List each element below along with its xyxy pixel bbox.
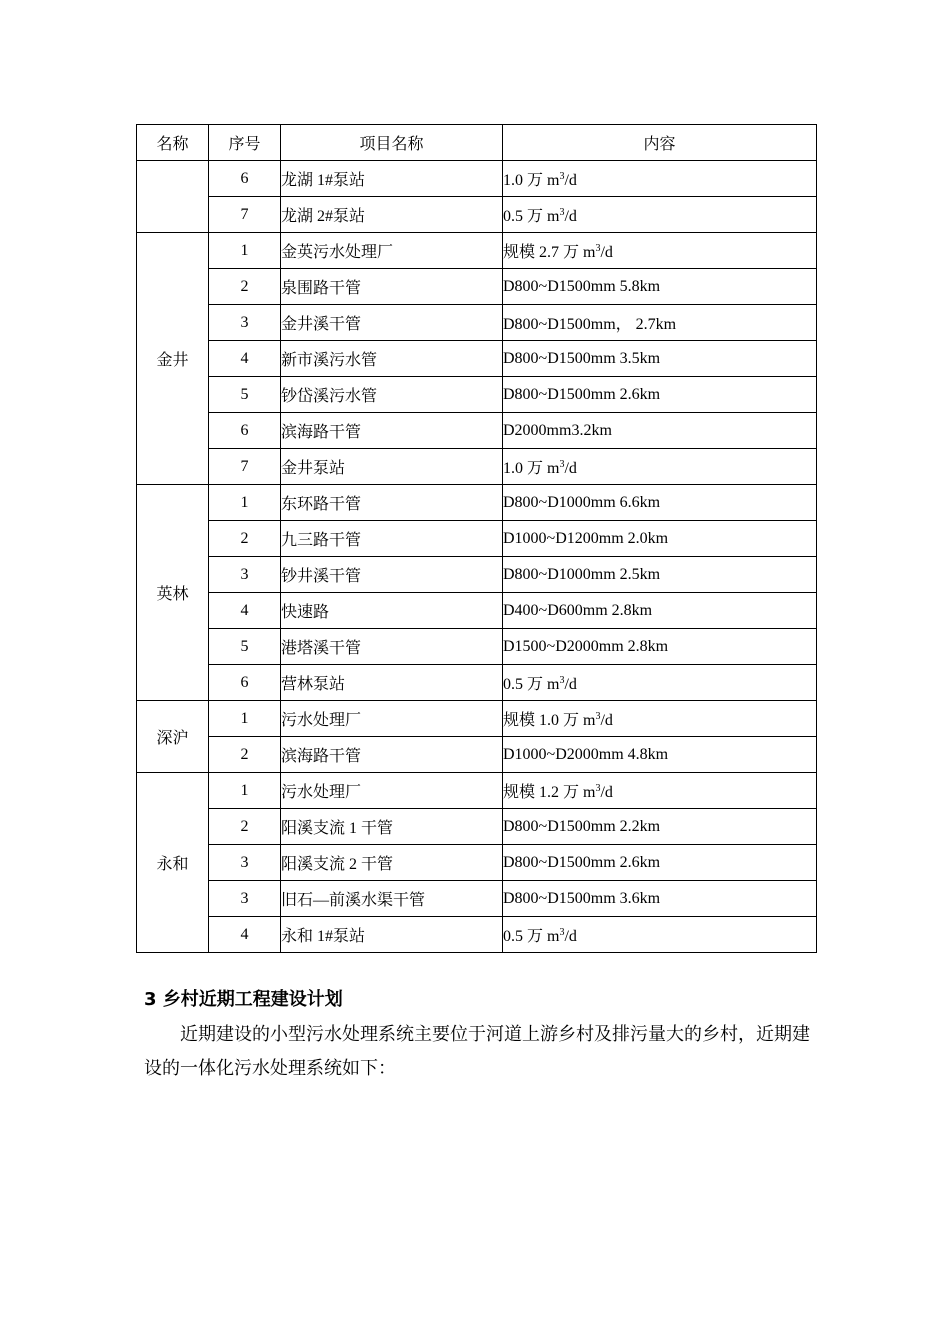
content-cell xyxy=(503,773,817,809)
content-cell xyxy=(503,485,817,521)
content-cell xyxy=(503,701,817,737)
table-row xyxy=(137,521,817,557)
content-cell xyxy=(503,377,817,413)
number-cell: 4 xyxy=(209,917,281,953)
content-superscript: 3 xyxy=(559,171,565,182)
content-cell xyxy=(503,593,817,629)
project-name-cell: 钞井溪干管 xyxy=(281,557,503,593)
table-row xyxy=(137,737,817,773)
number-cell: 5 xyxy=(209,377,281,413)
project-name-cell: 金英污水处理厂 xyxy=(281,233,503,269)
group-name-cell: 英林 xyxy=(137,485,209,701)
content-cell xyxy=(503,845,817,881)
content-cell xyxy=(503,233,817,269)
content-text: D800~D1500mm 3.5km xyxy=(503,349,661,367)
content-superscript: 3 xyxy=(559,675,565,686)
table-row xyxy=(137,485,817,521)
section-heading: 3 乡村近期工程建设计划 xyxy=(144,989,343,1010)
content-text: D800~D1500mm 2.6km xyxy=(503,853,661,871)
number-cell: 2 xyxy=(209,521,281,557)
content-cell xyxy=(503,521,817,557)
project-name-cell: 龙湖 1#泵站 xyxy=(281,161,503,197)
content-unit-suffix: /d xyxy=(564,928,577,945)
content-cell xyxy=(503,557,817,593)
project-name-cell: 滨海路干管 xyxy=(281,413,503,449)
table-row xyxy=(137,233,817,269)
content-cell xyxy=(503,881,817,917)
number-cell: 3 xyxy=(209,557,281,593)
table-row xyxy=(137,917,817,953)
project-name-cell: 阳溪支流 2 干管 xyxy=(281,845,503,881)
content-cell xyxy=(503,665,817,701)
project-name-cell: 泉围路干管 xyxy=(281,269,503,305)
table-row xyxy=(137,413,817,449)
number-cell: 7 xyxy=(209,449,281,485)
project-name-cell: 污水处理厂 xyxy=(281,773,503,809)
content-cell xyxy=(503,629,817,665)
content-text: 0.5 万 m xyxy=(503,208,560,225)
header-number: 序号 xyxy=(209,125,281,161)
content-superscript: 3 xyxy=(595,783,601,794)
group-name-cell xyxy=(137,161,209,233)
table-row xyxy=(137,269,817,305)
content-text: D2000mm3.2km xyxy=(503,421,612,439)
group-name-cell: 深沪 xyxy=(137,701,209,773)
table-row xyxy=(137,593,817,629)
content-superscript: 3 xyxy=(595,243,601,254)
table-row xyxy=(137,845,817,881)
section-paragraph: 近期建设的小型污水处理系统主要位于河道上游乡村及排污量大的乡村，近期建设的一体化污水处理系统如下： xyxy=(144,1024,810,1079)
content-text: D800~D1500mm， 2.7km xyxy=(503,316,677,333)
number-cell: 6 xyxy=(209,161,281,197)
content-cell xyxy=(503,737,817,773)
table-header-row xyxy=(137,125,817,161)
content-unit-suffix: /d xyxy=(564,460,577,477)
table-body xyxy=(137,161,817,953)
number-cell: 7 xyxy=(209,197,281,233)
header-project-name: 项目名称 xyxy=(281,125,503,161)
header-name: 名称 xyxy=(137,125,209,161)
content-text: 1.0 万 m xyxy=(503,172,560,189)
group-name-cell: 永和 xyxy=(137,773,209,953)
content-text: D1000~D2000mm 4.8km xyxy=(503,745,669,763)
content-text: 规模 1.2 万 m xyxy=(503,784,596,801)
content-text: D800~D1000mm 2.5km xyxy=(503,565,661,583)
number-cell: 3 xyxy=(209,305,281,341)
number-cell: 5 xyxy=(209,629,281,665)
content-superscript: 3 xyxy=(559,927,565,938)
content-text: D800~D1000mm 6.6km xyxy=(503,493,661,511)
number-cell: 2 xyxy=(209,809,281,845)
project-name-cell: 永和 1#泵站 xyxy=(281,917,503,953)
content-text: 规模 2.7 万 m xyxy=(503,244,596,261)
content-text: 1.0 万 m xyxy=(503,460,560,477)
table-row xyxy=(137,341,817,377)
project-name-cell: 龙湖 2#泵站 xyxy=(281,197,503,233)
content-text: D1500~D2000mm 2.8km xyxy=(503,637,669,655)
content-cell xyxy=(503,809,817,845)
number-cell: 4 xyxy=(209,593,281,629)
content-unit-suffix: /d xyxy=(564,676,577,693)
table-row xyxy=(137,557,817,593)
content-cell xyxy=(503,449,817,485)
content-cell xyxy=(503,917,817,953)
content-text: D800~D1500mm 5.8km xyxy=(503,277,661,295)
number-cell: 6 xyxy=(209,413,281,449)
content-text: D800~D1500mm 2.2km xyxy=(503,817,661,835)
table-row xyxy=(137,449,817,485)
content-unit-suffix: /d xyxy=(600,784,613,801)
project-name-cell: 营林泵站 xyxy=(281,665,503,701)
project-table xyxy=(136,124,817,953)
content-text: D800~D1500mm 2.6km xyxy=(503,385,661,403)
table-row xyxy=(137,881,817,917)
table-row xyxy=(137,809,817,845)
number-cell: 1 xyxy=(209,773,281,809)
number-cell: 6 xyxy=(209,665,281,701)
table-row xyxy=(137,197,817,233)
content-text: D800~D1500mm 3.6km xyxy=(503,889,661,907)
content-text: 0.5 万 m xyxy=(503,676,560,693)
content-cell xyxy=(503,341,817,377)
project-name-cell: 滨海路干管 xyxy=(281,737,503,773)
content-superscript: 3 xyxy=(595,711,601,722)
content-unit-suffix: /d xyxy=(600,244,613,261)
content-unit-suffix: /d xyxy=(564,208,577,225)
content-superscript: 3 xyxy=(559,459,565,470)
table-row xyxy=(137,305,817,341)
table-row xyxy=(137,665,817,701)
number-cell: 2 xyxy=(209,737,281,773)
project-name-cell: 污水处理厂 xyxy=(281,701,503,737)
project-name-cell: 港塔溪干管 xyxy=(281,629,503,665)
content-text: D1000~D1200mm 2.0km xyxy=(503,529,669,547)
table-row xyxy=(137,377,817,413)
number-cell: 1 xyxy=(209,233,281,269)
content-text: 规模 1.0 万 m xyxy=(503,712,596,729)
content-cell xyxy=(503,413,817,449)
content-cell xyxy=(503,305,817,341)
content-unit-suffix: /d xyxy=(564,172,577,189)
project-name-cell: 九三路干管 xyxy=(281,521,503,557)
table-row xyxy=(137,773,817,809)
number-cell: 1 xyxy=(209,485,281,521)
project-name-cell: 金井泵站 xyxy=(281,449,503,485)
project-name-cell: 旧石—前溪水渠干管 xyxy=(281,881,503,917)
number-cell: 3 xyxy=(209,845,281,881)
number-cell: 3 xyxy=(209,881,281,917)
project-name-cell: 阳溪支流 1 干管 xyxy=(281,809,503,845)
content-cell xyxy=(503,161,817,197)
content-cell xyxy=(503,269,817,305)
project-name-cell: 金井溪干管 xyxy=(281,305,503,341)
content-cell xyxy=(503,197,817,233)
content-unit-suffix: /d xyxy=(600,712,613,729)
project-name-cell: 快速路 xyxy=(281,593,503,629)
content-text: D400~D600mm 2.8km xyxy=(503,601,653,619)
number-cell: 1 xyxy=(209,701,281,737)
table-row xyxy=(137,629,817,665)
project-name-cell: 东环路干管 xyxy=(281,485,503,521)
number-cell: 2 xyxy=(209,269,281,305)
number-cell: 4 xyxy=(209,341,281,377)
content-superscript: 3 xyxy=(559,207,565,218)
project-name-cell: 钞岱溪污水管 xyxy=(281,377,503,413)
table-row xyxy=(137,161,817,197)
header-content: 内容 xyxy=(503,125,817,161)
project-name-cell: 新市溪污水管 xyxy=(281,341,503,377)
content-text: 0.5 万 m xyxy=(503,928,560,945)
table-row xyxy=(137,701,817,737)
group-name-cell: 金井 xyxy=(137,233,209,485)
